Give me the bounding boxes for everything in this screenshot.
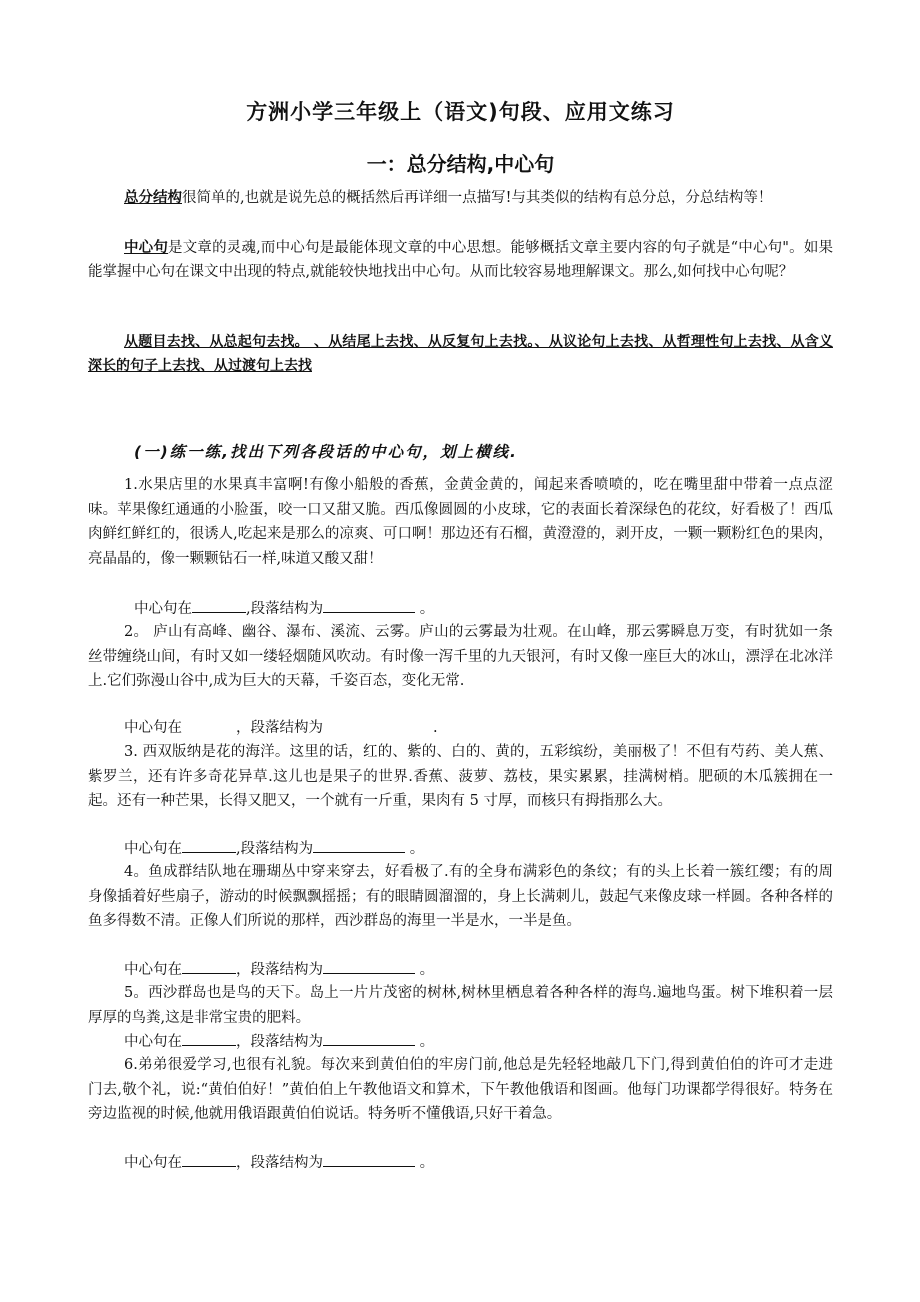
exercise-paragraph-5: 5。西沙群岛也是鸟的天下。岛上一片片茂密的树林,树林里栖息着各种各样的海鸟.遍地鸟蛋。树下堆积着一层厚厚的鸟粪,这是非常宝贵的肥料。 bbox=[88, 985, 833, 1026]
structure-blank[interactable] bbox=[323, 1150, 415, 1167]
center-blank[interactable] bbox=[182, 1029, 236, 1046]
structure-blank[interactable] bbox=[323, 957, 415, 974]
end-mark: 。 bbox=[419, 1034, 435, 1050]
exercise-paragraph-4: 4。鱼成群结队地在珊瑚丛中穿来穿去，好看极了.有的全身布满彩色的条纹；有的头上长着一簇红缨；有的周身像插着好些扇子，游动的时候飘飘摇摇；有的眼睛圆溜溜的，身上长满刺儿，鼓起气来像皮球一样圆。各种各样的鱼多得数不清。正像人们所说的那样，西沙群岛的海里一半是水，一半是鱼。 bbox=[88, 864, 833, 929]
end-mark: 。 bbox=[419, 1155, 435, 1171]
structure-blank[interactable] bbox=[313, 836, 405, 853]
answer-line-2 bbox=[124, 716, 438, 740]
end-mark: 。 bbox=[409, 841, 425, 857]
answer-line-4 bbox=[124, 957, 434, 982]
center-label: 中心句在 bbox=[134, 601, 192, 617]
center-label: 中心句在 bbox=[124, 1034, 182, 1050]
exercise-paragraph-1: 1.水果店里的水果真丰富啊!有像小船般的香蕉，金黄金黄的，闻起来香喷喷的，吃在嘴里甜中带着一点点涩味。苹果像红通通的小脸蛋，咬一口又甜又脆。西瓜像圆圆的小皮球，它的表面长着深绿色的花纹，好看极了！西瓜肉鲜红鲜红的，很诱人,吃起来是那么的凉爽、可口啊！那边还有石榴，黄澄澄的，剥开皮，一颗一颗粉红色的果肉，亮晶晶的，像一颗颗钻石一样,味道又酸又甜！ bbox=[88, 477, 833, 567]
center-label: 中心句在 bbox=[124, 841, 182, 857]
intro-paragraph-1 bbox=[88, 186, 833, 210]
center-blank[interactable] bbox=[182, 836, 236, 853]
structure-label: ，段落结构为 bbox=[236, 962, 323, 978]
center-blank[interactable] bbox=[182, 957, 236, 974]
center-label: 中心句在 bbox=[124, 1155, 182, 1171]
structure-blank[interactable] bbox=[323, 716, 433, 732]
intro-text-2: 是文章的灵魂,而中心句是最能体现文章的中心思想。能够概括文章主要内容的句子就是“中心句"。如果能掌握中心句在课文中出现的特点,就能较快地找出中心句。从而比较容易地理解课文。那么,如何找中心句呢？ bbox=[88, 240, 834, 280]
center-blank[interactable] bbox=[182, 1150, 236, 1167]
structure-label: ，段落结构为 bbox=[236, 1034, 323, 1050]
center-blank[interactable] bbox=[182, 716, 236, 732]
end-mark: . bbox=[433, 720, 438, 736]
intro-paragraph-2 bbox=[88, 236, 833, 284]
term-center-sentence: 中心句 bbox=[124, 239, 169, 256]
end-mark: 。 bbox=[419, 962, 435, 978]
answer-line-3 bbox=[124, 836, 424, 861]
intro-text-1: 很简单的,也就是说先总的概括然后再详细一点描写!与其类似的结构有总分总，分总结构等！ bbox=[182, 190, 773, 206]
structure-blank[interactable] bbox=[323, 1029, 415, 1046]
exercise-title: (一)练一练,找出下列各段话的中心句，划上横线. bbox=[134, 443, 518, 461]
methods-list: 从题目去找、从总起句去找。 、从结尾上去找、从反复句上去找。、从议论句上去找、从哲理性句上去找、从含义深长的句子上去找、从过渡句上去找 bbox=[88, 334, 833, 374]
structure-label: ,段落结构为 bbox=[236, 841, 314, 857]
center-label: 中心句在 bbox=[124, 962, 182, 978]
exercise-paragraph-6: 6.弟弟很爱学习,也很有礼貌。每次来到黄伯伯的牢房门前,他总是先轻轻地敲几下门,得到黄伯伯的许可才走进门去,敬个礼，说:“黄伯伯好！”黄伯伯上午教他语文和算术，下午教他俄语和图画。他每门功课都学得很好。特务在旁边监视的时候,他就用俄语跟黄伯伯说话。特务听不懂俄语,只好干着急。 bbox=[88, 1057, 833, 1122]
page-title: 方洲小学三年级上（语文)句段、应用文练习 bbox=[246, 100, 675, 124]
answer-line-1 bbox=[134, 596, 434, 621]
center-label: 中心句在 bbox=[124, 720, 182, 736]
structure-label: ，段落结构为 bbox=[236, 1155, 323, 1171]
section-title: 一：总分结构,中心句 bbox=[366, 152, 555, 176]
end-mark: 。 bbox=[419, 601, 435, 617]
structure-label: ,段落结构为 bbox=[246, 601, 324, 617]
exercise-paragraph-3: 3. 西双版纳是花的海洋。这里的话，红的、紫的、白的、黄的，五彩缤纷，美丽极了！不但有芍药、美人蕉、紫罗兰，还有许多奇花异草.这儿也是果子的世界.香蕉、菠萝、荔枝，果实累累，挂满树梢。肥硕的木瓜簇拥在一起。还有一种芒果，长得又肥又，一个就有一斤重，果肉有 5 寸厚，而核只有拇指那么大。 bbox=[88, 744, 833, 809]
structure-label: ，段落结构为 bbox=[236, 720, 323, 736]
exercise-paragraph-2: 2。 庐山有高峰、幽谷、瀑布、溪流、云雾。庐山的云雾最为壮观。在山峰，那云雾瞬息万变，有时犹如一条丝带缠绕山间，有时又如一缕轻烟随风吹动。有时像一泻千里的九天银河，有时又像一座巨大的冰山，漂浮在北冰洋上.它们弥漫山谷中,成为巨大的天幕，千姿百态，变化无常. bbox=[88, 624, 833, 689]
center-blank[interactable] bbox=[192, 596, 246, 613]
answer-line-6 bbox=[124, 1150, 434, 1175]
answer-line-5 bbox=[124, 1029, 434, 1054]
term-total-structure: 总分结构 bbox=[124, 189, 182, 206]
structure-blank[interactable] bbox=[323, 596, 415, 613]
